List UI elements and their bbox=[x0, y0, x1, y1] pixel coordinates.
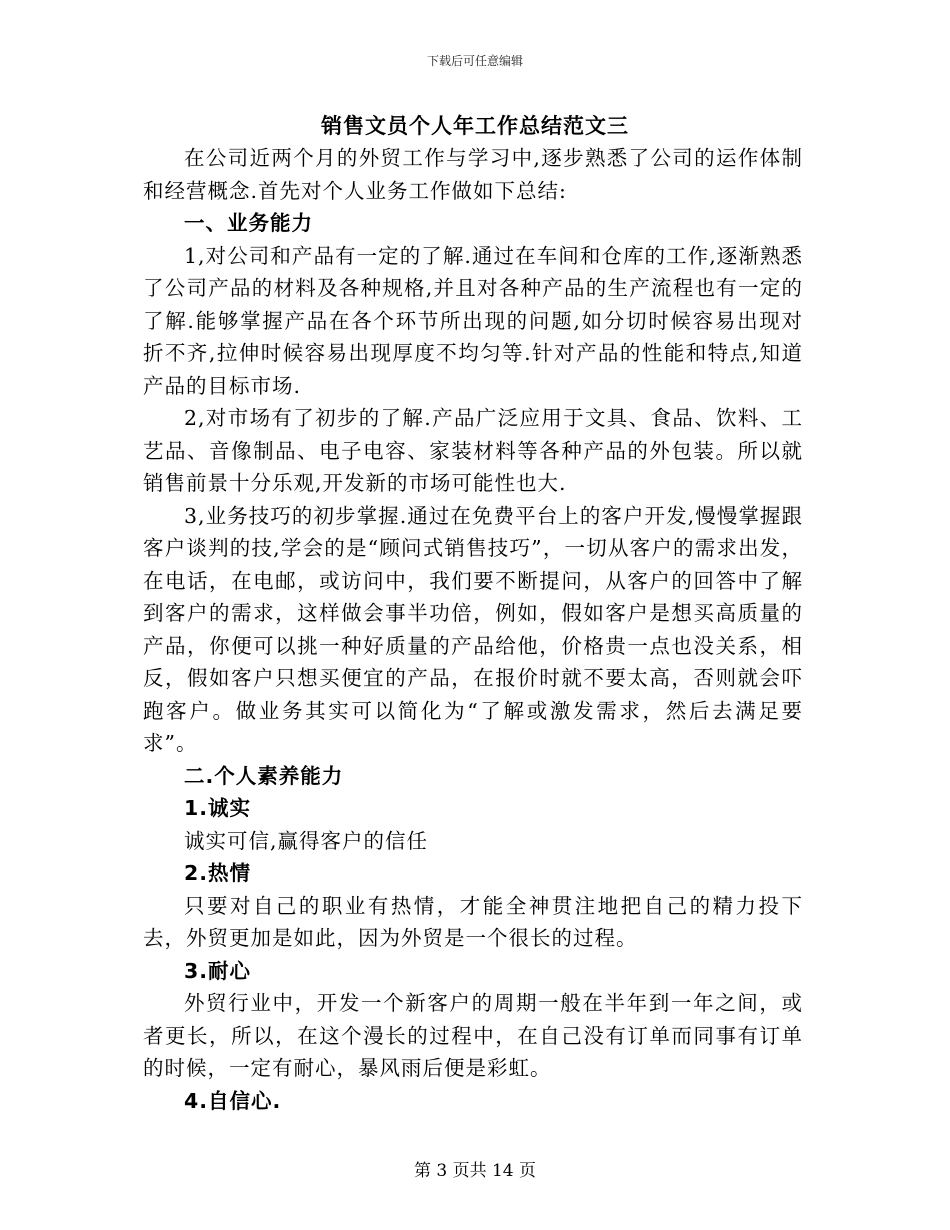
paragraph-honesty: 诚实可信,赢得客户的信任 bbox=[184, 828, 429, 853]
subheading-patience: 3.耐心 bbox=[184, 958, 252, 983]
header-note: 下载后可任意编辑 bbox=[426, 54, 523, 68]
subheading-confidence: 4.自信心. bbox=[184, 1088, 282, 1113]
intro-paragraph: 在公司近两个月的外贸工作与学习中,逐步熟悉了公司的运作体制和经营概念.首先对个人业务工作做如下总结: bbox=[143, 146, 803, 203]
subheading-enthusiasm: 2.热情 bbox=[184, 861, 252, 885]
paragraph-enthusiasm: 只要对自己的职业有热情，才能全神贯注地把自己的精力投下去，外贸更加是如此，因为外贸是一个很长的过程。 bbox=[143, 893, 803, 950]
page-number-footer: 第 3 页共 14 页 bbox=[413, 1161, 537, 1181]
document-title: 销售文员个人年工作总结范文三 bbox=[321, 114, 629, 138]
paragraph-business-skills: 3,业务技巧的初步掌握.通过在免费平台上的客户开发,慢慢掌握跟客户谈判的技,学会的是“顾问式销售技巧”，一切从客户的需求出发，在电话，在电邮，或访问中，我们要不断提问，从客户的回答中了解到客户的需求，这样做会事半功倍，例如，假如客户是想买高质量的产品，你便可以挑一种好质量的产品给他，价格贵一点也没关系，相反，假如客户只想买便宜的产品，在报价时就不要太高，否则就会吓跑客户。做业务其实可以简化为“了解或激发需求，然后去满足要求”。 bbox=[143, 503, 803, 755]
section-heading-personal-qualities: 二.个人素养能力 bbox=[184, 763, 344, 788]
paragraph-product-knowledge: 1,对公司和产品有一定的了解.通过在车间和仓库的工作,逐渐熟悉了公司产品的材料及各种规格,并且对各种产品的生产流程也有一定的了解.能够掌握产品在各个环节所出现的问题,如分切时候容易出现对折不齐,拉伸时候容易出现厚度不均匀等.针对产品的性能和特点,知道产品的目标市场. bbox=[143, 243, 803, 398]
paragraph-market-knowledge: 2,对市场有了初步的了解.产品广泛应用于文具、食品、饮料、工艺品、音像制品、电子电容、家装材料等各种产品的外包装。所以就销售前景十分乐观,开发新的市场可能性也大. bbox=[143, 406, 803, 495]
section-heading-business-ability: 一、业务能力 bbox=[184, 211, 313, 235]
paragraph-patience: 外贸行业中，开发一个新客户的周期一般在半年到一年之间，或者更长，所以，在这个漫长的过程中，在自己没有订单而同事有订单的时候，一定有耐心，暴风雨后便是彩虹。 bbox=[143, 991, 803, 1080]
document-body bbox=[143, 142, 803, 1117]
subheading-honesty: 1.诚实 bbox=[184, 796, 252, 820]
